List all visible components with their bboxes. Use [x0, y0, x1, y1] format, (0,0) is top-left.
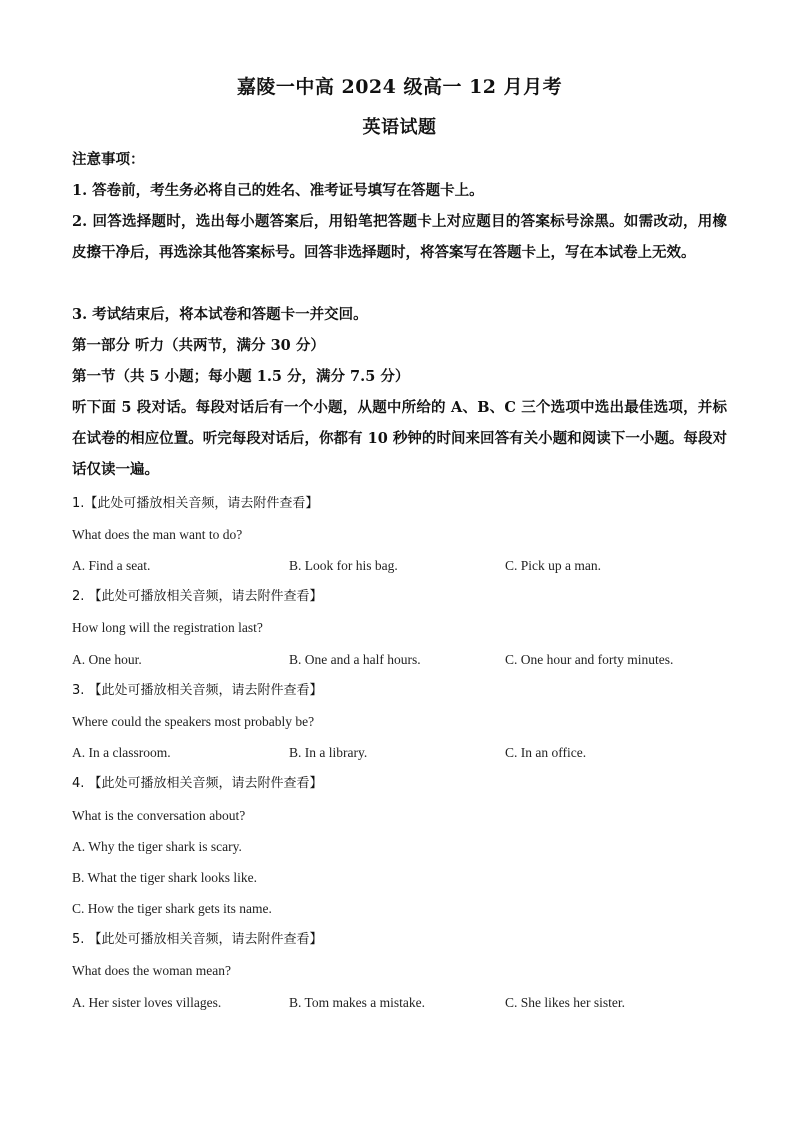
question-5-option-c: C. She likes her sister. [505, 995, 625, 1010]
question-1-audio-note: 1.【此处可播放相关音频，请去附件查看】 [72, 496, 319, 511]
question-4-audio-note: 4. 【此处可播放相关音频，请去附件查看】 [72, 776, 323, 791]
question-3-option-c: C. In an office. [505, 745, 587, 760]
question-1-option-c: C. Pick up a man. [505, 558, 601, 573]
question-2-audio-note: 2. 【此处可播放相关音频，请去附件查看】 [72, 589, 323, 604]
question-1-text: What does the man want to do? [72, 527, 243, 542]
question-4-option-c: C. How the tiger shark gets its name. [72, 901, 272, 916]
question-5-audio-note: 5. 【此处可播放相关音频，请去附件查看】 [72, 932, 323, 947]
question-5-text: What does the woman mean? [72, 963, 231, 978]
question-1-option-b: B. Look for his bag. [289, 558, 398, 573]
question-3-option-a: A. In a classroom. [72, 745, 171, 760]
question-4-text: What is the conversation about? [72, 808, 246, 823]
exam-title: 嘉陵一中高 2024 级高一 12 月月考 [236, 76, 563, 98]
question-2-option-b: B. One and a half hours. [289, 652, 421, 667]
note-item-2: 2. 回答选择题时，选出每小题答案后，用铅笔把答题卡上对应题目的答案标号涂黑。如需改动，用橡皮擦干净后，再选涂其他答案标号。回答非选择题时，将答案写在答题卡上，写在本试卷上无效。 [72, 213, 727, 261]
exam-subtitle: 英语试题 [362, 117, 437, 138]
part-heading: 第一部分 听力（共两节，满分 30 分） [72, 337, 325, 354]
note-item-3: 3. 考试结束后，将本试卷和答题卡一并交回。 [72, 306, 368, 323]
question-4-option-a: A. Why the tiger shark is scary. [72, 839, 242, 854]
question-5-option-b: B. Tom makes a mistake. [289, 995, 426, 1010]
listening-instructions: 听下面 5 段对话。每段对话后有一个小题，从题中所给的 A、B、C 三个选项中选出最佳选项，并标在试卷的相应位置。听完每段对话后，你都有 10 秒钟的时间来回答有关小题和阅读下一小题。每段对话仅读一遍。 [72, 399, 727, 478]
question-5-option-a: A. Her sister loves villages. [72, 995, 222, 1010]
question-2-option-a: A. One hour. [72, 652, 142, 667]
question-3-option-b: B. In a library. [289, 745, 368, 760]
question-3-text: Where could the speakers most probably be? [72, 714, 315, 729]
question-3-audio-note: 3. 【此处可播放相关音频，请去附件查看】 [72, 683, 323, 698]
question-2-text: How long will the registration last? [72, 620, 263, 635]
notes-heading: 注意事项： [72, 151, 145, 168]
question-2-option-c: C. One hour and forty minutes. [505, 652, 674, 667]
note-item-1: 1. 答卷前，考生务必将自己的姓名、准考证号填写在答题卡上。 [72, 182, 484, 199]
subsection-heading: 第一节（共 5 小题；每小题 1.5 分，满分 7.5 分） [72, 368, 410, 385]
question-4-option-b: B. What the tiger shark looks like. [72, 870, 257, 885]
question-1-option-a: A. Find a seat. [72, 558, 151, 573]
